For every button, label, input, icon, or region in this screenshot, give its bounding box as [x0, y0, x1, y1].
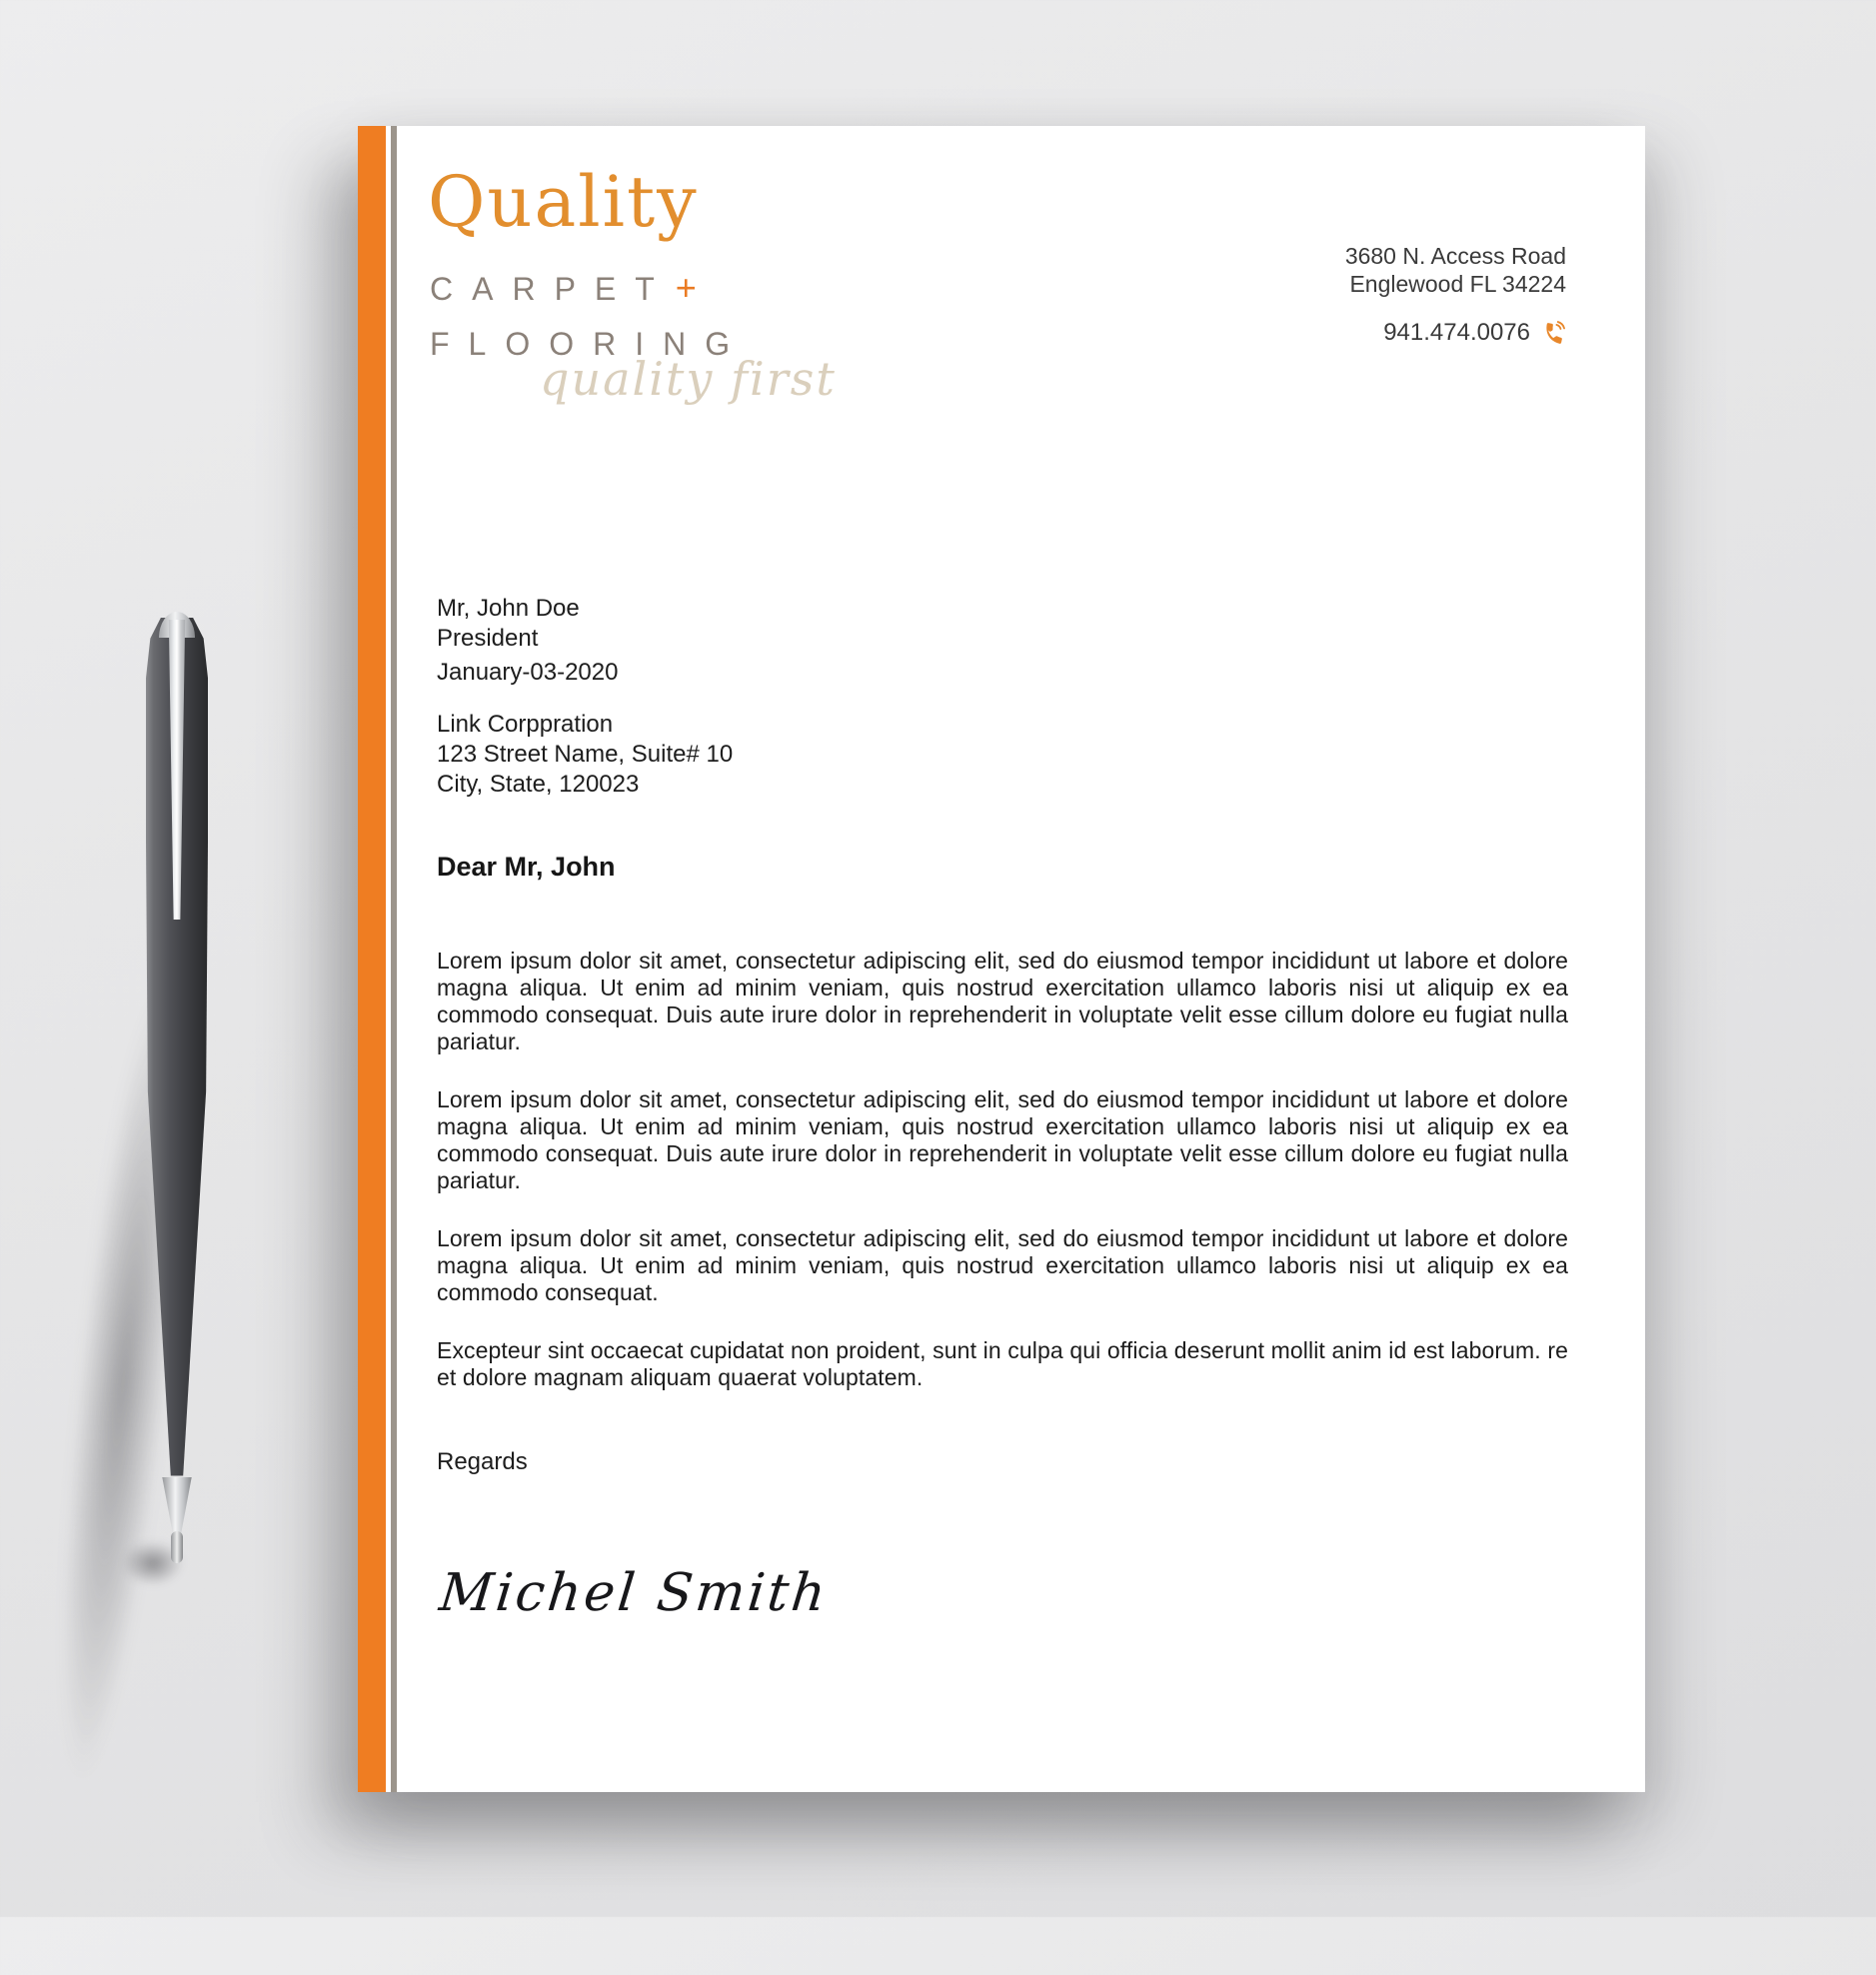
signature: Michel Smith	[436, 1563, 832, 1623]
paragraph-3: Lorem ipsum dolor sit amet, consectetur adipiscing elit, sed do eiusmod tempor incididunt ut labore et dolore magna aliqua. Ut enim ad minim veniam, quis nostrud exercitation ullamco laboris nisi ut aliquip ex ea commodo consequat.	[437, 1225, 1568, 1305]
company-block	[437, 710, 733, 800]
paragraph-2: Lorem ipsum dolor sit amet, consectetur adipiscing elit, sed do eiusmod tempor incididunt ut labore et dolore magna aliqua. Ut enim ad minim veniam, quis nostrud exercitation ullamco laboris nisi ut aliquip ex ea commodo consequat. Duis aute irure dolor in reprehenderit in voluptate velit esse cillum dolore eu fugiat nulla pariatur.	[437, 1086, 1568, 1193]
phone-icon	[1540, 320, 1566, 346]
recipient-block	[437, 594, 580, 654]
letterhead-sheet	[358, 126, 1645, 1792]
salutation: Dear Mr, John	[437, 852, 616, 882]
pen	[144, 612, 210, 1571]
closing: Regards	[437, 1448, 528, 1475]
logo-line-flooring: FLOORING	[430, 326, 750, 362]
paragraph-1: Lorem ipsum dolor sit amet, consectetur adipiscing elit, sed do eiusmod tempor incididunt ut labore et dolore magna aliqua. Ut enim ad minim veniam, quis nostrud exercitation ullamco laboris nisi ut aliquip ex ea commodo consequat. Duis aute irure dolor in reprehenderit in voluptate velit esse cillum dolore eu fugiat nulla pariatur.	[437, 948, 1568, 1054]
contact-address-line2: Englewood FL 34224	[1349, 271, 1566, 297]
recipient-name: Mr, John Doe	[437, 595, 580, 622]
contact-phone-row	[1345, 319, 1566, 347]
contact-address-line1: 3680 N. Access Road	[1344, 243, 1566, 269]
contact-phone-number: 941.474.0076	[1383, 319, 1530, 346]
pen-ballpoint-tip	[171, 1531, 183, 1563]
logo-line-carpet	[430, 267, 697, 308]
pen-tip-shadow	[110, 1531, 196, 1595]
contact-block	[1345, 242, 1566, 347]
paragraph-4: Excepteur sint occaecat cupidatat non proident, sunt in culpa qui officia deserunt mollit anim id est laborum. re et dolore magnam aliquam quaerat voluptatem.	[437, 1337, 1568, 1390]
left-divider-stripe	[391, 126, 397, 1792]
logo-plus-sign: +	[675, 267, 697, 308]
logo-wordmark: Quality	[428, 161, 699, 243]
letter-body	[437, 948, 1568, 1422]
logo-tagline: quality first	[540, 352, 837, 406]
letter-date: January-03-2020	[437, 659, 619, 686]
company-name: Link Corppration	[437, 711, 614, 738]
pen-cast-shadow	[0, 788, 249, 1974]
company-logo	[428, 161, 848, 406]
logo-carpet-text: CARPET	[430, 271, 674, 307]
left-accent-stripe	[358, 126, 386, 1792]
recipient-title: President	[437, 625, 539, 652]
company-city: City, State, 120023	[437, 771, 640, 798]
company-address: 123 Street Name, Suite# 10	[437, 741, 734, 768]
